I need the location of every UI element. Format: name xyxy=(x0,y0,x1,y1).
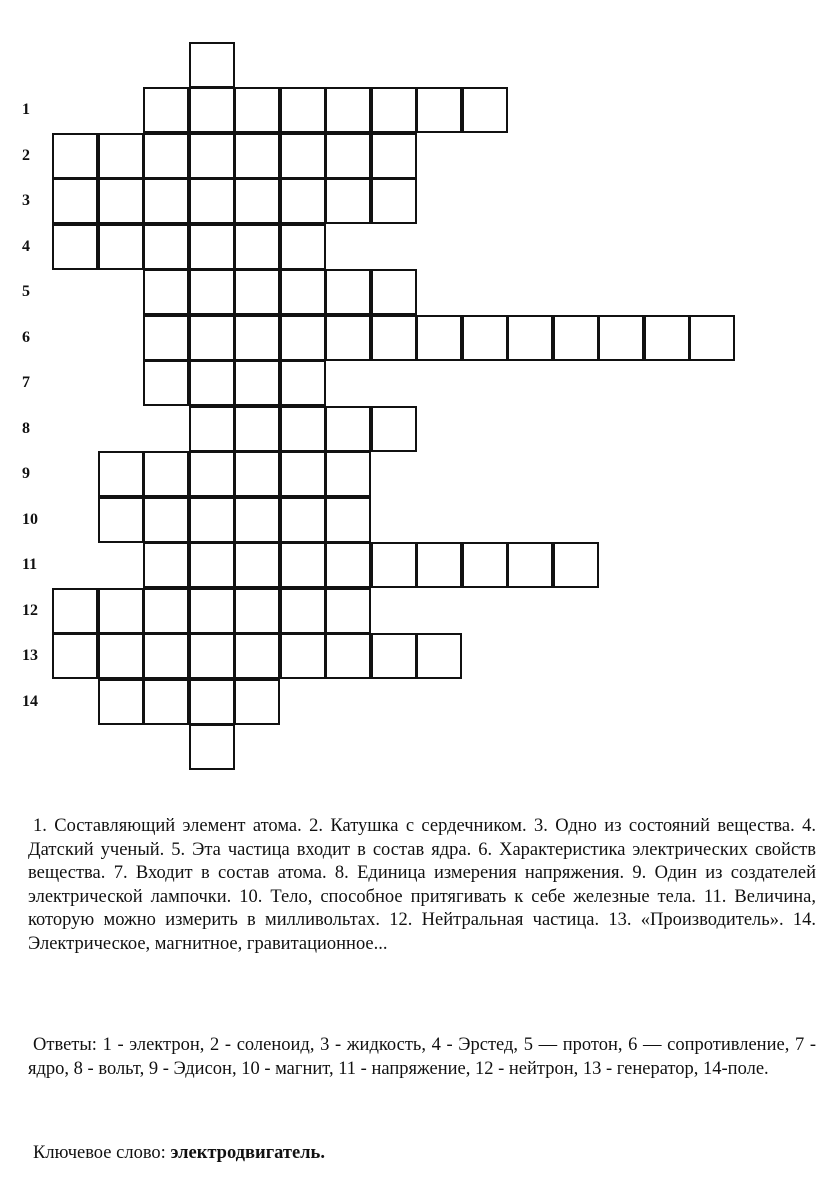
cell-row-13[interactable] xyxy=(98,633,144,679)
cell-row-8[interactable] xyxy=(371,406,417,452)
cell-row-5[interactable] xyxy=(280,269,326,315)
cell-row-2[interactable] xyxy=(371,133,417,179)
cell-row-10[interactable] xyxy=(234,497,280,543)
cell-row-6[interactable] xyxy=(371,315,417,361)
row-number-7: 7 xyxy=(22,374,30,391)
cell-row-6[interactable] xyxy=(644,315,690,361)
cell-row-8[interactable] xyxy=(325,406,371,452)
cell-row-3[interactable] xyxy=(280,178,326,224)
cell-row-11[interactable] xyxy=(234,542,280,588)
row-number-13: 13 xyxy=(22,647,38,664)
cell-row-5[interactable] xyxy=(325,269,371,315)
cell-row-6[interactable] xyxy=(507,315,553,361)
cell-row-6[interactable] xyxy=(325,315,371,361)
cell-row-1[interactable] xyxy=(143,87,189,133)
cell-row-10[interactable] xyxy=(325,497,371,543)
cell-row-3[interactable] xyxy=(98,178,144,224)
keyword-line xyxy=(28,1142,816,1166)
cell-row-4[interactable] xyxy=(280,224,326,270)
cell-row-2[interactable] xyxy=(234,133,280,179)
cell-row-13[interactable] xyxy=(234,633,280,679)
cell-row-8[interactable] xyxy=(234,406,280,452)
cell-row-6[interactable] xyxy=(280,315,326,361)
cell-row-12[interactable] xyxy=(98,588,144,634)
row-number-4: 4 xyxy=(22,237,30,255)
cell-row-7[interactable] xyxy=(234,360,280,406)
key-cell-top[interactable] xyxy=(189,42,235,88)
cell-row-10[interactable] xyxy=(98,497,144,543)
cell-row-5[interactable] xyxy=(189,269,235,315)
cell-row-9[interactable] xyxy=(189,451,235,497)
cell-row-2[interactable] xyxy=(325,133,371,179)
cell-row-1[interactable] xyxy=(371,87,417,133)
cell-row-11[interactable] xyxy=(507,542,553,588)
cell-row-3[interactable] xyxy=(371,178,417,224)
cell-row-5[interactable] xyxy=(143,269,189,315)
cell-row-7[interactable] xyxy=(280,360,326,406)
cell-row-13[interactable] xyxy=(189,633,235,679)
cell-row-11[interactable] xyxy=(189,542,235,588)
cell-row-11[interactable] xyxy=(280,542,326,588)
cell-row-8[interactable] xyxy=(189,406,235,452)
cell-row-7[interactable] xyxy=(143,360,189,406)
cell-row-13[interactable] xyxy=(416,633,462,679)
cell-row-13[interactable] xyxy=(52,633,98,679)
cell-row-9[interactable] xyxy=(280,451,326,497)
cell-row-3[interactable] xyxy=(234,178,280,224)
answers-text: Ответы: 1 - электрон, 2 - соленоид, 3 - жидкость, 4 - Эрстед, 5 — протон, 6 — сопротивление, 7 - ядро, 8 - вольт, 9 - Эдисон, 10 - магнит, 11 - напряжение, 12 - нейтрон, 13 - генератор, 14-поле. xyxy=(28,1035,816,1079)
row-number-14: 14 xyxy=(22,692,38,710)
cell-row-7[interactable] xyxy=(189,360,235,406)
cell-row-3[interactable] xyxy=(189,178,235,224)
cell-row-1[interactable] xyxy=(416,87,462,133)
answers-paragraph xyxy=(28,1034,816,1081)
cell-row-11[interactable] xyxy=(143,542,189,588)
cell-row-12[interactable] xyxy=(234,588,280,634)
cell-row-12[interactable] xyxy=(280,588,326,634)
clues-text: 1. Составляющий элемент атома. 2. Катушка с сердечником. 3. Одно из состояний вещества. 4. Датский ученый. 5. Эта частица входит в состав ядра. 6. Характеристика электрических свойств вещества. 7. Входит в состав атома. 8. Единица измерения напряжения. 9. Один из создателей электрической лампочки. 10. Тело, способное притягивать к себе железные тела. 11. Величина, которую можно измерить в милливольтах. 12. Нейтральная частица. 13. «Производитель». 14. Электрическое, магнитное, гравитационное... xyxy=(28,816,816,954)
cell-row-14[interactable] xyxy=(234,679,280,725)
cell-row-11[interactable] xyxy=(371,542,417,588)
row-number-9: 9 xyxy=(22,465,30,482)
row-number-10: 10 xyxy=(22,510,38,528)
cell-row-6[interactable] xyxy=(462,315,508,361)
row-number-11: 11 xyxy=(22,556,38,573)
row-number-5: 5 xyxy=(22,283,30,300)
cell-row-1[interactable] xyxy=(325,87,371,133)
cell-row-1[interactable] xyxy=(234,87,280,133)
cell-row-9[interactable] xyxy=(325,451,371,497)
clues-paragraph xyxy=(28,815,816,956)
cell-row-2[interactable] xyxy=(189,133,235,179)
cell-row-9[interactable] xyxy=(143,451,189,497)
row-number-2: 2 xyxy=(22,146,30,164)
cell-row-2[interactable] xyxy=(143,133,189,179)
cell-row-14[interactable] xyxy=(189,679,235,725)
cell-row-9[interactable] xyxy=(98,451,144,497)
keyword-word: электродвигатель. xyxy=(170,1143,325,1163)
cell-row-6[interactable] xyxy=(553,315,599,361)
key-cell-bottom[interactable] xyxy=(189,724,235,770)
cell-row-6[interactable] xyxy=(598,315,644,361)
row-number-12: 12 xyxy=(22,601,38,619)
cell-row-8[interactable] xyxy=(280,406,326,452)
cell-row-4[interactable] xyxy=(52,224,98,270)
cell-row-13[interactable] xyxy=(143,633,189,679)
keyword-label: Ключевое слово: xyxy=(33,1143,166,1163)
cell-row-4[interactable] xyxy=(98,224,144,270)
cell-row-10[interactable] xyxy=(189,497,235,543)
cell-row-14[interactable] xyxy=(143,679,189,725)
cell-row-12[interactable] xyxy=(189,588,235,634)
cell-row-12[interactable] xyxy=(52,588,98,634)
cell-row-2[interactable] xyxy=(280,133,326,179)
cell-row-6[interactable] xyxy=(234,315,280,361)
cell-row-6[interactable] xyxy=(143,315,189,361)
cell-row-10[interactable] xyxy=(280,497,326,543)
row-number-6: 6 xyxy=(22,328,30,346)
cell-row-13[interactable] xyxy=(325,633,371,679)
cell-row-11[interactable] xyxy=(325,542,371,588)
cell-row-4[interactable] xyxy=(234,224,280,270)
cell-row-4[interactable] xyxy=(143,224,189,270)
cell-row-13[interactable] xyxy=(280,633,326,679)
cell-row-11[interactable] xyxy=(462,542,508,588)
cell-row-3[interactable] xyxy=(143,178,189,224)
cell-row-6[interactable] xyxy=(689,315,735,361)
cell-row-6[interactable] xyxy=(189,315,235,361)
row-number-3: 3 xyxy=(22,192,30,209)
row-number-8: 8 xyxy=(22,419,30,437)
cell-row-12[interactable] xyxy=(325,588,371,634)
cell-row-2[interactable] xyxy=(52,133,98,179)
cell-row-4[interactable] xyxy=(189,224,235,270)
row-number-1: 1 xyxy=(22,101,30,118)
cell-row-5[interactable] xyxy=(371,269,417,315)
cell-row-14[interactable] xyxy=(98,679,144,725)
cell-row-10[interactable] xyxy=(143,497,189,543)
cell-row-12[interactable] xyxy=(143,588,189,634)
cell-row-11[interactable] xyxy=(416,542,462,588)
cell-row-5[interactable] xyxy=(234,269,280,315)
cell-row-3[interactable] xyxy=(325,178,371,224)
cell-row-1[interactable] xyxy=(189,87,235,133)
cell-row-1[interactable] xyxy=(280,87,326,133)
cell-row-11[interactable] xyxy=(553,542,599,588)
cell-row-13[interactable] xyxy=(371,633,417,679)
cell-row-1[interactable] xyxy=(462,87,508,133)
cell-row-6[interactable] xyxy=(416,315,462,361)
cell-row-3[interactable] xyxy=(52,178,98,224)
cell-row-9[interactable] xyxy=(234,451,280,497)
cell-row-2[interactable] xyxy=(98,133,144,179)
